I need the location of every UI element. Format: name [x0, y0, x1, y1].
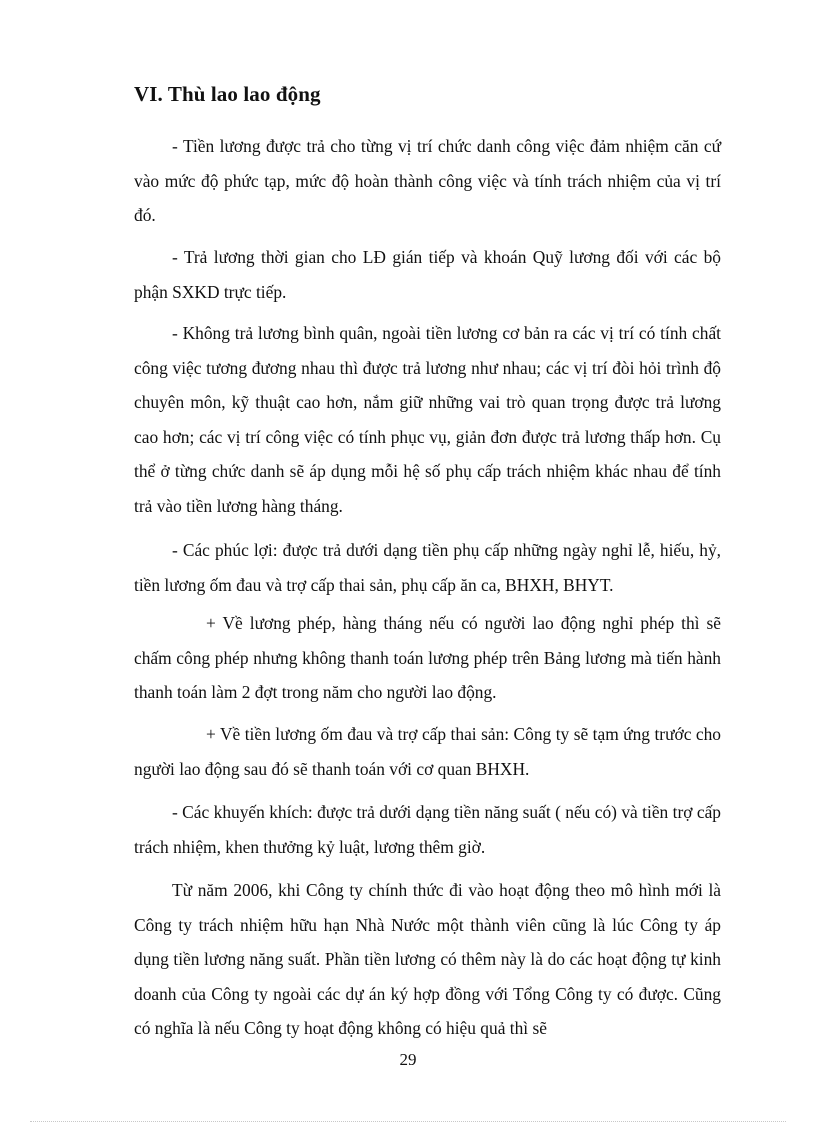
paragraph-time-wages: - Trả lương thời gian cho LĐ gián tiếp và khoán Quỹ lương đối với các bộ phận SXKD trực tiếp.	[134, 247, 721, 302]
section-heading: VI. Thù lao lao động	[134, 82, 321, 106]
paragraph-no-average-pay: - Không trả lương bình quân, ngoài tiền lương cơ bản ra các vị trí có tính chất công việc tương đương nhau thì được trả lương như nhau; các vị trí đòi hỏi trình độ chuyên môn, kỹ thuật cao hơn, nắm giữ những vai trò quan trọng được trả lương cao hơn; các vị trí công việc có tính phục vụ, giản đơn được trả lương thấp hơn. Cụ thể ở từng chức danh sẽ áp dụng mỗi hệ số phụ cấp trách nhiệm khác nhau để tính trả vào tiền lương hàng tháng.	[134, 323, 721, 516]
paragraph-leave-pay: + Về lương phép, hàng tháng nếu có người lao động nghỉ phép thì sẽ chấm công phép nhưng không thanh toán lương phép trên Bảng lương mà tiến hành thanh toán làm 2 đợt trong năm cho người lao động.	[134, 613, 721, 702]
paragraph-productivity-pay: Từ năm 2006, khi Công ty chính thức đi vào hoạt động theo mô hình mới là Công ty trách nhiệm hữu hạn Nhà Nước một thành viên cũng là lúc Công ty áp dụng tiền lương năng suất. Phần tiền lương có thêm này là do các hoạt động tự kinh doanh của Công ty ngoài các dự án ký hợp đồng với Tổng Công ty có được. Cũng có nghĩa là nếu Công ty hoạt động không có hiệu quả thì sẽ	[134, 880, 721, 1038]
page-bottom-divider	[30, 1121, 786, 1122]
paragraph-salary-basis: - Tiền lương được trả cho từng vị trí chức danh công việc đảm nhiệm căn cứ vào mức độ phức tạp, mức độ hoàn thành công việc và tính trách nhiệm của vị trí đó.	[134, 136, 721, 225]
page-number: 29	[399, 1050, 417, 1069]
paragraph-sickness-maternity: + Về tiền lương ốm đau và trợ cấp thai sản: Công ty sẽ tạm ứng trước cho người lao động sau đó sẽ thanh toán với cơ quan BHXH.	[134, 724, 721, 779]
paragraph-welfare: - Các phúc lợi: được trả dưới dạng tiền phụ cấp những ngày nghỉ lễ, hiếu, hỷ, tiền lương ốm đau và trợ cấp thai sản, phụ cấp ăn ca, BHXH, BHYT.	[134, 540, 721, 595]
paragraph-incentives: - Các khuyến khích: được trả dưới dạng tiền năng suất ( nếu có) và tiền trợ cấp trách nhiệm, khen thưởng kỷ luật, lương thêm giờ.	[134, 802, 721, 857]
